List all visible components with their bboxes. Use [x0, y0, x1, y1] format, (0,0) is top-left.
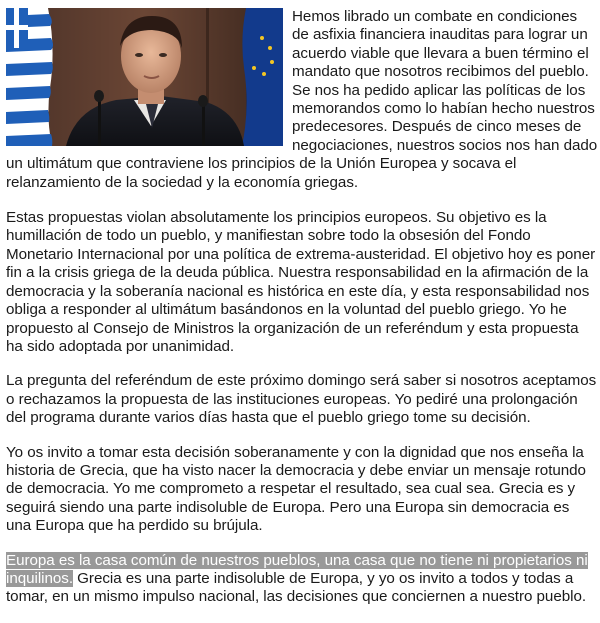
- paragraph-3: La pregunta del referéndum de este próximo domingo será saber si nosotros aceptamos o rechazamos la propuesta de las instituciones europeas. Yo pediré una prolongación del programa durante varios días hasta que el pueblo griego tome su decisión.: [6, 372, 597, 427]
- paragraph-2: Estas propuestas violan absolutamente los principios europeos. Su objetivo es la humillación de todo un pueblo, y manifiestan sobre todo la obsesión del Fondo Monetario Internacional por una política de extrema-austeridad. El objetivo hoy es poner fin a la crisis griega de la deuda pública. Nuestra responsabilidad en la afirmación de la democracia y la soberanía nacional es histórica en este día, y esta responsabilidad nos obliga a responder al ultimátum basándonos en la voluntad del pueblo griego. Yo he propuesto al Consejo de Ministros la organización de un referéndum y esta propuesta ha sido adoptada por unanimidad.: [6, 209, 596, 355]
- photo-illustration: [6, 8, 283, 146]
- greek-flag: [6, 8, 53, 146]
- eu-flag: [242, 8, 283, 146]
- article-photo: [6, 8, 283, 146]
- paragraph-5: [6, 552, 598, 607]
- highlighted-text-selection[interactable]: Europa es la casa común de nuestros pueblos, una casa que no tiene ni propietarios ni inquilinos.: [6, 551, 588, 587]
- paragraph-1: Hemos librado un combate en condiciones de asfixia financiera inauditas para lograr un acuerdo viable que llevara a buen término el mandato que nosotros recibimos del pueblo. Se nos ha pedido aplicar las políticas de los memorandos como lo habían hecho nuestros predecesores. Después de cinco meses de negociaciones, nuestros socios nos han dado un ultimátum que contraviene los principios de la Unión Europea y socava el relanzamiento de la sociedad y la economía griegas.: [6, 8, 598, 191]
- article: [6, 8, 598, 623]
- paragraph-4: Yo os invito a tomar esta decisión soberanamente y con la dignidad que nos enseña la historia de Grecia, que ha visto nacer la democracia y debe enviar un mensaje rotundo de democracia. Yo me comprometo a respetar el resultado, sea cual sea. Grecia es y seguirá siendo una parte indisoluble de Europa. Pero una Europa sin democracia es una Europa que ha perdido su brújula.: [6, 443, 586, 535]
- paragraph-5-rest: Grecia es una parte indisoluble de Europa, y yo os invito a todos y todas a tomar, en un mismo impulso nacional, las decisiones que conciernen a nuestro pueblo.: [6, 569, 587, 606]
